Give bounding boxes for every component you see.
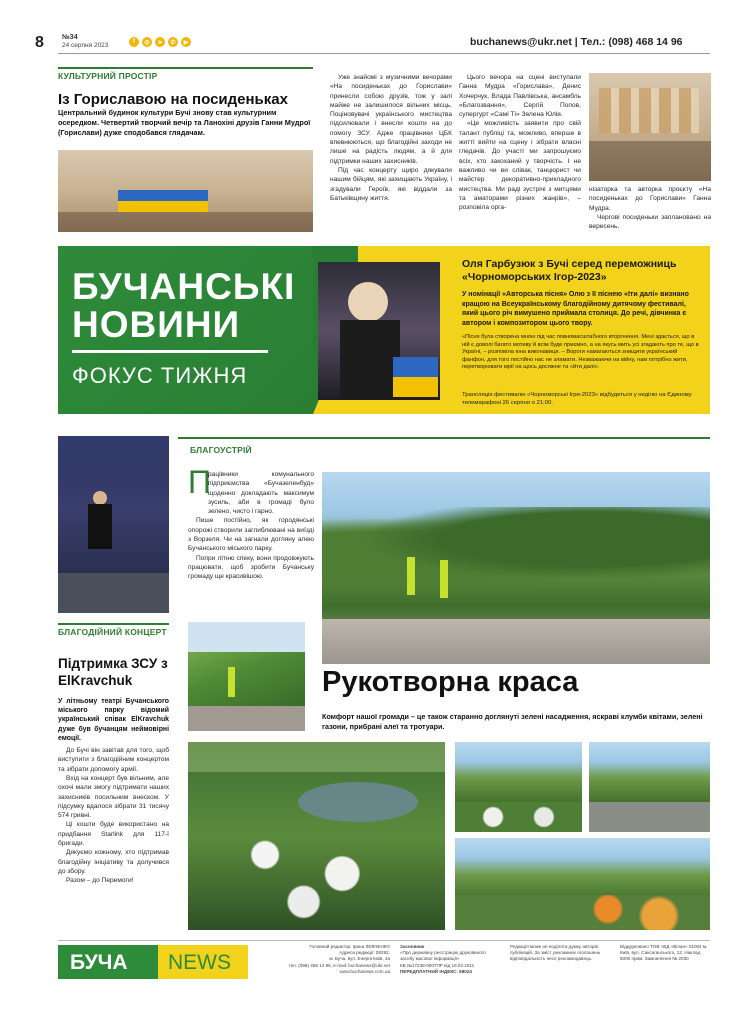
culture-tag: КУЛЬТУРНИЙ ПРОСТІР — [58, 71, 158, 81]
landscape-p3: Попри літню спеку, вони продовжують працювати, щоб зробити Бучанську громаду ще красивішою. — [188, 554, 314, 581]
culture-title: Із Гориславою на посиденьках — [58, 91, 288, 108]
banner-quote: «Пісня була створена мною під час повномасштабного вторгнення. Мені здається, що в ній є доволі багато мотиву й всім буде приємно, а на якусь мить усі згадають про те, що в Україні, – розповіла юна виконавиця. – Вороги намагаються знищити український фанфон, для того постійно нас не зламати. Незважаючи на війну, нам потрібно жити, перетворювати мрії на щось досяжне та «йти далі». — [462, 334, 699, 371]
footer-cert: КВ №17238-0007ПР від 16.02.2011 — [400, 962, 475, 968]
youtube-icon[interactable]: ▶ — [181, 37, 191, 47]
social-icons — [129, 37, 191, 47]
concert-p2: Вхід на концерт був вільним, але охочі мали змогу підтримати наших захисників посильним внеском. У підсумку вдалося зібрати 31 тисячу 574 гривні. — [58, 774, 169, 820]
culture-col1-p1: Уже знайомі з музичними вечорами «На посиденьках до Горислави» принесли собою друзів, тож у залі майже не залишилося вільних місць. Поціновувачі українського мистецтва підсилювали і внесли кошти на до помогу ЗСУ. Адже працівники ЦБК впевнюються, що благодійні заходи не лише на радість людям, а й для підтримки наших захисників. — [330, 74, 452, 165]
landscape-photo-3 — [455, 742, 582, 832]
banner-title-2: НОВИНИ — [72, 304, 241, 345]
culture-col3 — [589, 185, 711, 231]
footer-col1 — [270, 944, 390, 975]
landscape-title: Рукотворна краса — [322, 666, 579, 698]
culture-col1-p2: Під час концерту щиро дякували нашим бійцям, які захищають Україну, і згадували Героїв, які віддали за Батьківщину життя. — [330, 166, 452, 202]
footer-site: www.buchanews.com.ua — [339, 968, 390, 974]
landscape-body — [188, 470, 314, 582]
footer-logo-text1: БУЧА — [70, 951, 128, 974]
concert-tag: БЛАГОДІЙНИЙ КОНЦЕРТ — [58, 627, 167, 637]
viber-icon[interactable]: ✆ — [168, 37, 178, 47]
header-rule — [58, 53, 710, 54]
landscape-p2: Пише постійно, як городянські опорожі створили заглиблювані на виїзді з Ворзеля. Чи на загнали догляну алею Бучанського міського парку. — [188, 517, 314, 553]
culture-col2-p2: «Це можливість заявити про свій талант публіці та, можливо, вперше в житті вийти на сцену і зібрати власні гледачів. До участі ми запрошуємо всіх, хто закоханий у творчість. І не важливо чи ви слівак, танцюрист чи майстер декоративно-прикладного мистецтва. Ми раді зустрічі з митцями та аматорами різних жанрів», – розповіла орга- — [459, 120, 581, 212]
banner-title-1: БУЧАНСЬКІ — [72, 266, 296, 307]
culture-col2 — [459, 73, 581, 212]
concert-p3: Ці кошти буде використано на придбання Starlink для 117-ї бригади. — [58, 821, 169, 847]
landscape-subtitle: Комфорт нашої громади – це також старанно доглянуті зелені насадження, яскраві клумби квітами, зелені газони, прибрані алеї та тротуари. — [322, 712, 703, 731]
culture-col2-p1: Цього вечора на сцені виступали Ганна Мудра «Горислава», Денис Хочерчук, Влада Павлівська, ансамбль «Благозвання», Сергій Попов, супергурт «Самі Ті» Зелена Юлія. — [459, 74, 581, 119]
banner-lede: У номінації «Авторська пісня» Олю з її піснею «Іти далі» визнано кращою на Всеукраїнському благодійному дитячому фестивалі, який цього річ вимушено приймала столиця. До речі, дівчинка є автором і композитором цього твору. — [462, 291, 689, 327]
header-contact: buchanews@ukr.net | Тел.: (098) 468 14 96 — [470, 36, 683, 48]
issue-date: 24 серпня 2023 — [62, 42, 109, 49]
footer-col2 — [400, 944, 500, 975]
footer-address: м. Буча, вул. Енергетиків, 4а — [329, 956, 390, 962]
footer-disclaimer: Редакція може не поділяти думку авторів публікацій. За зміст рекламних оголошень відповідальність несе рекламодавець. — [510, 944, 601, 962]
landscape-tag-bar — [178, 437, 710, 439]
footer-index: ПЕРЕДПЛАТНИЙ ІНДЕКС: 68024 — [400, 968, 472, 974]
culture-tag-bar — [58, 67, 313, 69]
page-number: 8 — [35, 34, 44, 51]
landscape-main-photo — [322, 472, 710, 664]
footer-logo-text2: NEWS — [168, 951, 231, 974]
concert-photo — [58, 436, 169, 613]
landscape-small-photo — [188, 622, 305, 731]
banner-headline: Оля Гарбузюк з Бучі серед переможниць «Чорноморських Ігор-2023» — [462, 258, 677, 283]
culture-photo — [58, 150, 313, 232]
issue-number: №34 — [62, 34, 78, 41]
culture-col1 — [330, 73, 452, 203]
culture-col3-p2: Чергові посиденьки заплановано на вересень. — [589, 213, 711, 231]
culture-lede: Центральний будинок культури Бучі знову став культурним осередком. Четвертий творчий вечір та Ланохіні друзів Ганни Мудрої (Горислави) дуже сподобався глядачам. — [58, 108, 311, 137]
page-header — [0, 0, 740, 50]
banner-title-3: ФОКУС ТИЖНЯ — [72, 363, 248, 388]
concert-body — [58, 697, 169, 885]
landscape-tag: БЛАГОУСТРІЙ — [190, 445, 252, 455]
landscape-p1: рацівники комунального підприємства «Бучазеленбуд» щоденно докладають максимум зусиль, аби в громаді було зелено, чисто і гарно. — [208, 471, 314, 516]
culture-photo-2 — [589, 73, 711, 181]
banner-photo — [318, 262, 440, 400]
concert-tag-bar — [58, 623, 169, 625]
concert-lede: У літньому театрі Бучанського міського парку відомий український співак ElKravchuk дуже був бучанцям неймовірні емоції. — [58, 698, 169, 742]
footer-address-label: Адреса редакції: 08292, — [339, 950, 390, 956]
footer-editor: Головний редактор: Ірина ЛЕВЧЕНКО — [309, 944, 390, 949]
footer-founder-label: Засновник — [400, 944, 425, 949]
news-banner — [58, 246, 710, 414]
landscape-photo-5 — [455, 838, 710, 930]
landscape-photo-4 — [589, 742, 710, 832]
concert-title: Підтримка ЗСУ з ElKravchuk — [58, 656, 168, 688]
landscape-dropcap: П — [188, 464, 211, 500]
footer-print: Віддруковано ТОВ «ВД «Вілан» 01004 м. Київ, вул. Саксаганського, 12. Наклад 5000 прим. Замовлення № 2030 — [620, 944, 708, 962]
footer-phone: тел. (098) 468 14 96, e-mail: buchanews@ukr.net — [288, 962, 390, 968]
footer — [58, 940, 710, 982]
footer-logo — [58, 945, 248, 979]
facebook-icon[interactable]: f — [129, 37, 139, 47]
culture-col3-p1: нізаторка та авторка проєкту «На посиденьках до Горислави» Ганна Мудра. — [589, 186, 711, 212]
footer-founder: «Про державну реєстрацію друкованого засобу масової інформації» — [400, 950, 486, 962]
concert-p5: Разом – до Перемоги! — [66, 877, 134, 885]
concert-p4: Дякуємо кожному, хто підтримав благодійну ініціативу та долучився до збору. — [58, 849, 169, 875]
telegram-icon[interactable]: ➤ — [155, 37, 165, 47]
banner-broadcast: Трансляція фестивалю «Чорноморські Ігри-2023» відбудеться у неділю на Єдиному телемарафоні 26 серпня о 21:00. — [462, 392, 692, 406]
concert-p1: До Бучі він завітав для того, щоб виступити з благодійним концертом та зібрати допомогу армії. — [58, 747, 169, 773]
landscape-flowers-photo — [188, 742, 445, 930]
banner-rule — [72, 350, 268, 353]
instagram-icon[interactable]: ◎ — [142, 37, 152, 47]
